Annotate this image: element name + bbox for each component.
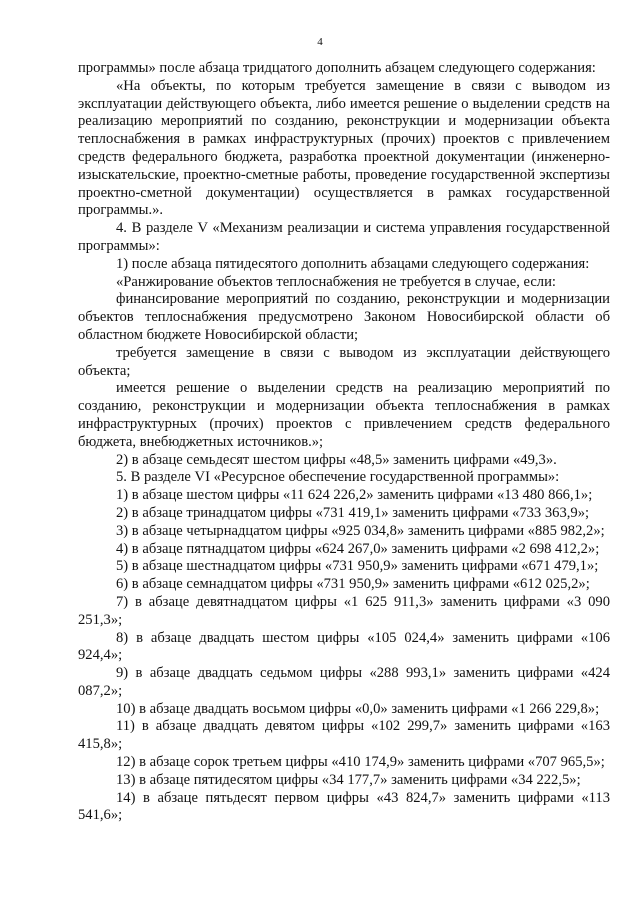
paragraph: 5. В разделе VI «Ресурсное обеспечение государственной программы»:	[116, 469, 560, 486]
paragraph: 11) в абзаце двадцать девятом цифры «102 299,7» заменить цифрами «163 415,8»;	[78, 718, 610, 753]
paragraph: «На объекты, по которым требуется замещение в связи с выводом из эксплуатации действующего объекта, либо имеется решение о выделении средств на реализацию мероприятий по созданию, реконструкции и модернизации объекта теплоснабжения в рамках инфраструктурных (прочих) проектов с привлечением средств федерального бюджета, разработка проектной документации (инженерно-изыскательские, проектно-сметные работы, проведение государственной экспертизы проектно-сметной документации) осуществляется в рамках государственной программы.».	[78, 77, 610, 219]
paragraph: 2) в абзаце тринадцатом цифры «731 419,1» заменить цифрами «733 363,9»;	[116, 504, 590, 521]
page-number: 4	[317, 36, 323, 48]
paragraph: 14) в абзаце пятьдесят первом цифры «43 824,7» заменить цифрами «113 541,6»;	[78, 789, 610, 824]
paragraph: 3) в абзаце четырнадцатом цифры «925 034,8» заменить цифрами «885 982,2»;	[116, 522, 605, 539]
paragraph: 5) в абзаце шестнадцатом цифры «731 950,9» заменить цифрами «671 479,1»;	[116, 558, 599, 575]
paragraph: 4. В разделе V «Механизм реализации и система управления государственной программы»:	[78, 220, 610, 254]
paragraph: 13) в абзаце пятидесятом цифры «34 177,7» заменить цифрами «34 222,5»;	[116, 771, 581, 788]
paragraph: требуется замещение в связи с выводом из эксплуатации действующего объекта;	[78, 344, 610, 379]
document-body	[78, 60, 610, 825]
paragraph: 1) после абзаца пятидесятого дополнить абзацами следующего содержания:	[116, 255, 590, 272]
paragraph: 9) в абзаце двадцать седьмом цифры «288 993,1» заменить цифрами «424 087,2»;	[78, 665, 610, 699]
paragraph: 10) в абзаце двадцать восьмом цифры «0,0» заменить цифрами «1 266 229,8»;	[116, 700, 600, 717]
paragraph: 6) в абзаце семнадцатом цифры «731 950,9» заменить цифрами «612 025,2»;	[116, 576, 590, 593]
paragraph: 1) в абзаце шестом цифры «11 624 226,2» заменить цифрами «13 480 866,1»;	[116, 487, 593, 504]
paragraph: 12) в абзаце сорок третьем цифры «410 174,9» заменить цифрами «707 965,5»;	[116, 754, 605, 771]
paragraph: программы» после абзаца тридцатого дополнить абзацем следующего содержания:	[78, 60, 596, 76]
paragraph: 7) в абзаце девятнадцатом цифры «1 625 911,3» заменить цифрами «3 090 251,3»;	[78, 593, 610, 628]
paragraph: имеется решение о выделении средств на реализацию мероприятий по созданию, реконструкции и модернизации объекта теплоснабжения в рамках инфраструктурных (прочих) проектов с привлечением средств федерального бюджета, внебюджетных источников.»;	[78, 380, 610, 450]
paragraph: 8) в абзаце двадцать шестом цифры «105 024,4» заменить цифрами «106 924,4»;	[78, 629, 610, 664]
paragraph: финансирование мероприятий по созданию, реконструкции и модернизации объектов теплоснабжения предусмотрено Законом Новосибирской области об областном бюджете Новосибирской области;	[78, 291, 610, 343]
paragraph: «Ранжирование объектов теплоснабжения не требуется в случае, если:	[116, 273, 556, 290]
paragraph: 2) в абзаце семьдесят шестом цифры «48,5» заменить цифрами «49,3».	[116, 451, 557, 468]
paragraph: 4) в абзаце пятнадцатом цифры «624 267,0» заменить цифрами «2 698 412,2»;	[116, 540, 600, 557]
